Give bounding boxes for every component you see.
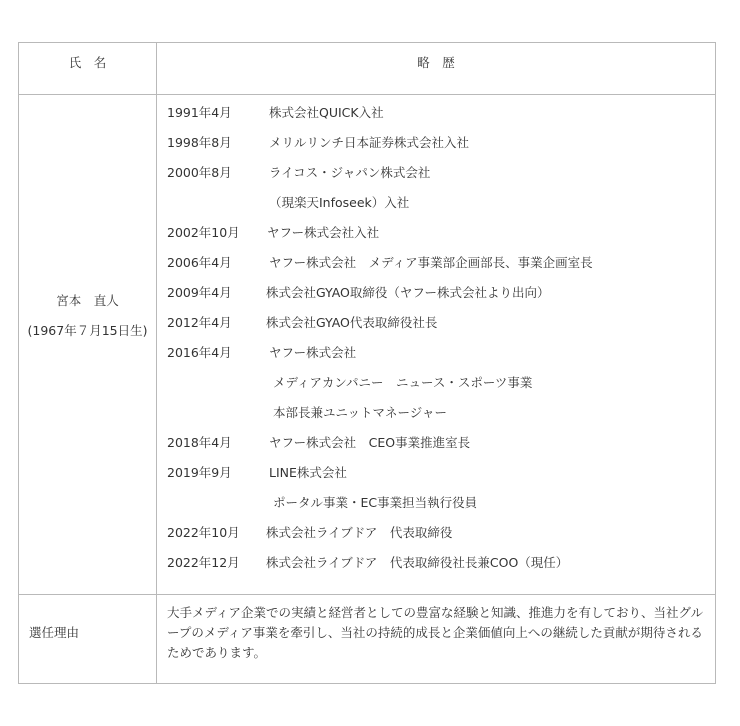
career-table <box>18 42 716 684</box>
header-name: 氏 名 <box>68 55 107 70</box>
history-text: ヤフー株式会社 CEO事業推進室長 <box>269 435 471 450</box>
history-text: 本部長兼ユニットマネージャー <box>273 405 448 420</box>
history-date: 1991年4月 <box>167 105 232 120</box>
history-text: メリルリンチ日本証券株式会社入社 <box>269 135 470 150</box>
person-name: 宮本 直人 <box>56 293 119 308</box>
history-row <box>167 101 715 131</box>
reason-divider <box>19 594 715 595</box>
history-text: ライコス・ジャパン株式会社 <box>269 165 431 180</box>
history-row <box>167 491 715 521</box>
history-text: LINE株式会社 <box>269 465 347 480</box>
history-text: ヤフー株式会社 <box>269 345 357 360</box>
history-text: 株式会社GYAO代表取締役社長 <box>266 315 438 330</box>
history-date: 2019年9月 <box>167 465 232 480</box>
history-row <box>167 461 715 491</box>
history-text: ヤフー株式会社入社 <box>267 225 380 240</box>
history-row <box>167 521 715 551</box>
history-text: 株式会社QUICK入社 <box>269 105 384 120</box>
history-date: 2022年12月 <box>167 555 240 570</box>
person-cell <box>19 291 156 351</box>
history-row <box>167 251 715 281</box>
history-text: 株式会社GYAO取締役（ヤフー株式会社より出向） <box>266 285 550 300</box>
history-row <box>167 551 715 581</box>
history-row <box>167 131 715 161</box>
history-text: ヤフー株式会社 メディア事業部企画部長、事業企画室長 <box>269 255 593 270</box>
history-date: 2002年10月 <box>167 225 240 240</box>
history-row <box>167 431 715 461</box>
history-date: 2009年4月 <box>167 285 232 300</box>
history-text: （現楽天Infoseek）入社 <box>269 195 410 210</box>
history-text: 株式会社ライブドア 代表取締役 <box>266 525 453 540</box>
history-list <box>167 101 715 581</box>
history-row <box>167 191 715 221</box>
history-date: 2012年4月 <box>167 315 232 330</box>
history-text: 株式会社ライブドア 代表取締役社長兼COO（現任） <box>266 555 569 570</box>
history-date: 1998年8月 <box>167 135 232 150</box>
history-date: 2018年4月 <box>167 435 232 450</box>
history-row <box>167 401 715 431</box>
header-divider <box>19 94 715 95</box>
history-row <box>167 221 715 251</box>
reason-label: 選任理由 <box>29 625 80 640</box>
history-date: 2022年10月 <box>167 525 240 540</box>
history-text: ポータル事業・EC事業担当執行役員 <box>273 495 478 510</box>
person-birth: (1967年７月15日生) <box>27 323 148 338</box>
header-history: 略 歴 <box>417 55 455 70</box>
reason-text: 大手メディア企業での実績と経営者としての豊富な経験と知識、推進力を有しており、当社グループのメディア事業を牽引し、当社の持続的成長と企業価値向上への継続した貢献が期待されるためであります。 <box>167 605 704 660</box>
history-date: 2016年4月 <box>167 345 232 360</box>
column-divider <box>156 43 157 683</box>
history-date: 2000年8月 <box>167 165 232 180</box>
history-row <box>167 161 715 191</box>
history-row <box>167 311 715 341</box>
history-row <box>167 371 715 401</box>
history-row <box>167 281 715 311</box>
history-date: 2006年4月 <box>167 255 232 270</box>
history-row <box>167 341 715 371</box>
history-text: メディアカンパニー ニュース・スポーツ事業 <box>273 375 533 390</box>
